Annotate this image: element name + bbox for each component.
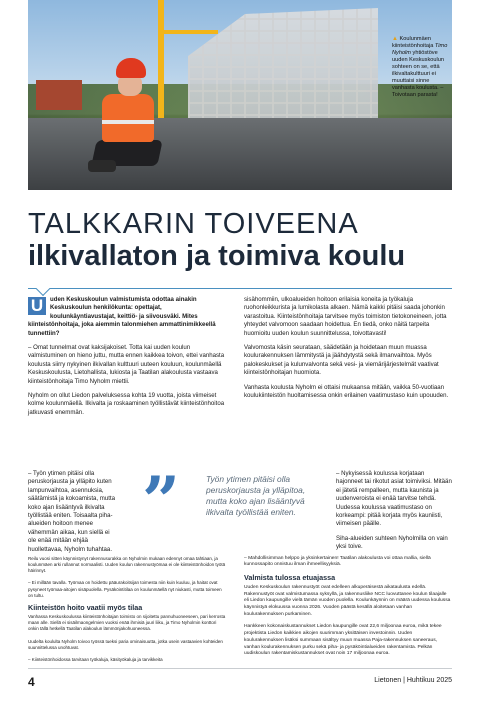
paragraph: Valvomosta käsin seurataan, säädetään ja hoidetaan muun muassa koulurakennuksen lämmitystä ja jäähdytystä sekä ilmanvaihtoa. Myös palokeskukset ja kulunvalvonta sekä vesi- ja viemärijärjestelmät vaativat kiinteistönhoitajan huomiota. <box>244 344 439 377</box>
page-number: 4 <box>28 675 35 689</box>
column-left-bottom <box>28 556 226 669</box>
column-right-bottom <box>244 556 452 664</box>
quote-marks-icon: ” <box>142 462 180 540</box>
photo-caption <box>392 36 450 99</box>
article-kicker: TALKKARIN TOIVEENA <box>28 208 359 240</box>
photo-worker <box>86 58 166 176</box>
intro-text: uden Keskuskoulun valmistumista odottaa ainakin Keskuskoulun henkilökunta: opettajat, koulunkäyntiavustajat, keittiö- ja siivousväki. Mites kiinteistönhoitaja, joka aiemmin talonmiehen ammattinimikkeellä tunnettiin? <box>28 296 216 337</box>
paragraph: Uuden Keskuskoulun rakennustyöt ovat edelleen alkuperäisestä aikataulusta edellä. Rakennustyöt ovat valmistumassa syksyllä, ja rakennusliike NCC luovuttanee koulun tilaajalle eli Liedon kaupungille vielä tämän vuoden puolella. Koulunkäynnin on määrä uudessa koulussa käynnistyä elokuussa vuonna 2026. Vuoden päästä kesällä aloitetaan vanhan koulurakennuksen purkaminen. <box>244 584 451 617</box>
caption-lead: Koulunmäen kiinteistönhoitaja <box>392 36 434 49</box>
column-left-top <box>28 296 226 423</box>
paragraph: – Mahdollisimman helppo ja yksinkertainen! Taatilan alakoulusta voi ottaa mallia, siellä kunnossapito onnistuu ilman ihmeellisyyksiä. <box>244 555 431 568</box>
column-narrow-left: – Työn ytimen pitäisi olla peruskorjausta ja ylläpito kuten lampunvaihtoa, asennuksia, säätämistä ja kokoamista, mutta koko ajan lisääntyvä ilkivalta työllistää eniten. Toisaalta piha-alueiden hoitoon menee vähemmän aikaa, kun siellä ei ole enää mitään ehjää huollettavaa, Nyholm tuhahtaa. <box>28 470 116 553</box>
paragraph: Hankkeen kokonaiskustannukset Liedon kaupungille ovat 22,6 miljoonaa euroa, mikä tekee projektista Liedon kaikkien aikojen suurimman yksittäisen investoinnin. Uuden koulurakennuksen lisäksi summaan sisältyy muun muassa Paja-rakennuksen saneeraus, vanhan koulurakennuksen purku sekä piha- ja pysäköintialueiden rakentamista. Pelkän uudiskoulun rakentamiskustannukset ovat noin 17 miljoonaa euroa. <box>244 624 442 657</box>
subheading: Kiinteistön hoito vaatii myös tilaa <box>28 602 143 612</box>
paragraph: – Kiinteistönhoidossa tarvitaan työkaluja, käsityökaluja ja tarvikkeita <box>28 656 163 662</box>
header-photo <box>28 0 452 190</box>
intro-paragraph <box>28 296 226 338</box>
column-right-top <box>244 296 452 406</box>
paragraph: sisähommiin, ulkoalueiden hoitoon erilaisia koneita ja työkaluja ruohonleikkurista ja lumikolasta alkaen. Nämä kaikki pitäisi saada johonkin varastoitua. Kiinteistönhoitaja tarvitsee myös toimiston tietokoneineen, jotta yhteydet valvomoon saadaan hoidettua. En tiedä, onko näitä tarpeita huomioitu uuden koulun suunnittelussa, toivottavasti! <box>244 296 447 337</box>
pull-quote-text: Työn ytimen pitäisi olla peruskorjausta ja ylläpitoa, mutta koko ajan lisääntyvä ilkivalta työllistää eniten. <box>206 474 306 517</box>
paragraph: – Ei millään tavalla. Työmaa on hoidettu pääurakoitsijan toimesta niin kuin kuuluu, ja haitat ovat pysyneet työmaa-aitojen sisäpuolella. Pysäköintitilaa on koulunmäellä nyt niukasti, mutta toimeen on tultu. <box>28 580 222 598</box>
caption-name: Timo Nyholm <box>392 43 448 56</box>
paragraph: Reilu vuosi sitten käynnistynyt rakennusurakka on Nyholmin mukaan edennyt omaa tahtiaan, ja koulunmäen arki rullannut normaalisti. Uuden koulun rakennustyömaa ei ole kiinteistönhoidon työtä häirinnyt. <box>28 556 226 574</box>
subheading: Valmista tulossa etuajassa <box>244 573 336 583</box>
caption-triangle-icon: ▲ <box>392 36 398 42</box>
photo-scaffolding <box>188 8 378 128</box>
separator-line <box>28 284 452 294</box>
dropcap: U <box>28 297 46 315</box>
paragraph: Vanhassa Keskuskoulussa kiinteistönhoitajan toimisto on sijoitettu pannuhuoneeseen, pari kerrosta maan alle. Siellä ei sisäilmaongelmien vuoksi enää ihmisiä juuri liiku, ja Timo Nyholmin konttori onkin tällä hetkellä Taatilan alakoulun lämmönjakohuoneessa. <box>28 614 226 632</box>
photo-crane-arm <box>158 30 218 34</box>
paragraph: Vanhasta koulusta Nyholm ei ottaisi mukaansa mitään, vaikka 50-vuotiaan koulukiinteistön huoltamisessa onkin erilainen vaatimustaso kuin upouuden. <box>244 383 449 400</box>
article-headline: ilkivallaton ja toimiva koulu <box>28 240 406 272</box>
paragraph: Uudelta koululta Nyholm toivoo työssä tueksi paria ominaisuutta, jotka usein vastaavien kohteiden suunnittelussa unohtuvat. <box>28 638 223 650</box>
photo-house <box>36 80 82 110</box>
caption-rest: yhtiöstöve uuden Keskuskoulun sohteen on se, että ilkivaltakulttuuri ei muuttaisi sinne vanhasta koulusta. – Toivotaan parasta! <box>392 50 444 98</box>
page-footer <box>28 668 452 688</box>
paragraph: – Nykyisessä koulussa korjataan hajonneet tai rikotut asiat toimiviksi. Mitään ei jätetä rempalleen, mutta kaunista ja uudenveroista ei enää tarvitse tehdä. Uudessa koulussa vaatimustaso on korkeampi: pitää korjata myös kauniisti, viimeisen päälle. <box>336 470 452 528</box>
issue-label: Lietonen | Huhtikuu 2025 <box>374 677 452 684</box>
paragraph: Nyholm on ollut Liedon palveluksessa kohta 19 vuotta, joista viimeiset kolme koulunmäellä. Ilkivalta ja roskaaminen työllistävät kiinteistönhoitoa jatkuvasti enemmän. <box>28 392 225 416</box>
pull-quote <box>142 462 332 540</box>
paragraph: – Omat tunnelmat ovat kaksijakoiset. Totta kai uuden koulun valmistuminen on hieno juttu, mutta ennen kaikkea toivon, ettei vanhasta koulusta siirry nykyinen ilkivallan kulttuuri uuteen kouluun, koulunmäellä Keskuskoulusta, Lietohallista, lukiosta ja Taatilan alakoulusta vastaava kiinteistönhoitaja Timo Nyholm miettii. <box>28 344 225 385</box>
paragraph: Siha-alueiden suhteen Nyholmilla on vain yksi toive. <box>336 534 448 551</box>
column-narrow-right <box>336 470 452 552</box>
